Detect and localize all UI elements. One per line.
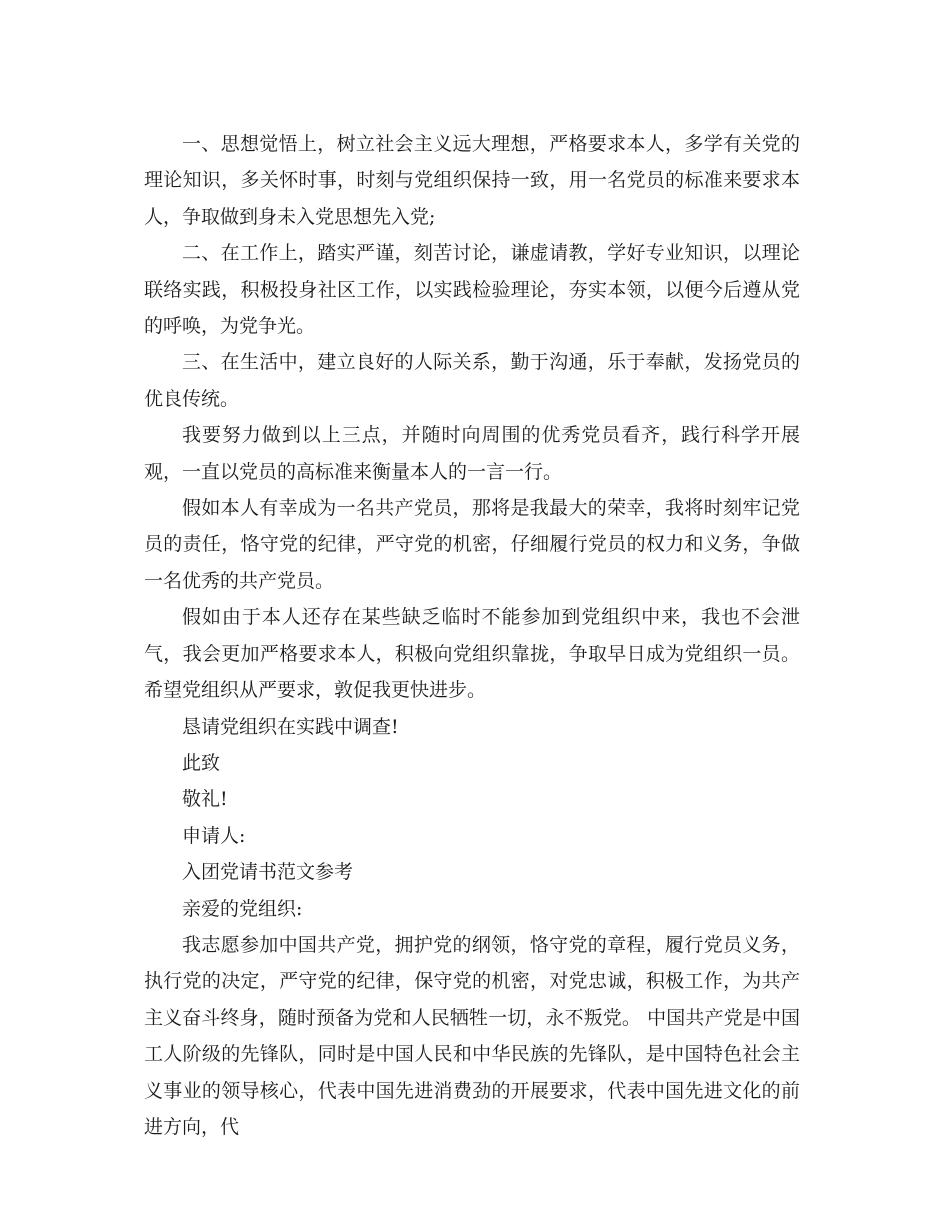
document-body xyxy=(144,126,800,1145)
paragraph-commitment: 我要努力做到以上三点，并随时向周围的优秀党员看齐，践行科学开展观，一直以党员的高标准来衡量本人的一言一行。 xyxy=(144,424,800,483)
paragraph-work: 二、在工作上，踏实严谨，刻苦讨论，谦虚请教，学好专业知识，以理论联络实践，积极投身社区工作，以实践检验理论，夯实本领，以便今后遵从党的呼唤，为党争光。 xyxy=(144,242,800,338)
paragraph-if-not-admitted: 假如由于本人还存在某些缺乏临时不能参加到党组织中来，我也不会泄气，我会更加严格要求本人，积极向党组织靠拢，争取早日成为党组织一员。希望党组织从严要求，敦促我更快进步。 xyxy=(144,606,800,702)
applicant-label: 申请人: xyxy=(182,824,246,847)
salutation: 亲爱的党组织: xyxy=(182,897,303,920)
section-heading: 入团党请书范文参考 xyxy=(182,861,354,884)
paragraph-application: 我志愿参加中国共产党，拥护党的纲领，恪守党的章程，履行党员义务，执行党的决定，严守党的纪律，保守党的机密，对党忠诚，积极工作，为共产主义奋斗终身，随时预备为党和人民牺牲一切，永不叛党。 中国共产党是中国工人阶级的先锋队，同时是中国人民和中华民族的先锋队，是中国特色社会主义事业的领导核心，代表中国先进消费劲的开展要求，代表中国先进文化的前进方向，代 xyxy=(144,933,800,1138)
paragraph-thought: 一、思想觉悟上，树立社会主义远大理想，严格要求本人，多学有关党的理论知识，多关怀时事，时刻与党组织保持一致，用一名党员的标准来要求本人，争取做到身未入党思想先入党; xyxy=(144,133,800,228)
closing-jing-li: 敬礼! xyxy=(182,788,228,811)
paragraph-if-admitted: 假如本人有幸成为一名共产党员，那将是我最大的荣幸，我将时刻牢记党员的责任，恪守党的纪律，严守党的机密，仔细履行党员的权力和义务，争做一名优秀的共产党员。 xyxy=(144,497,800,592)
paragraph-request: 恳请党组织在实践中调查! xyxy=(182,715,399,738)
closing-ci-zhi: 此致 xyxy=(182,751,221,774)
paragraph-life: 三、在生活中，建立良好的人际关系，勤于沟通，乐于奉献，发扬党员的优良传统。 xyxy=(144,351,800,410)
